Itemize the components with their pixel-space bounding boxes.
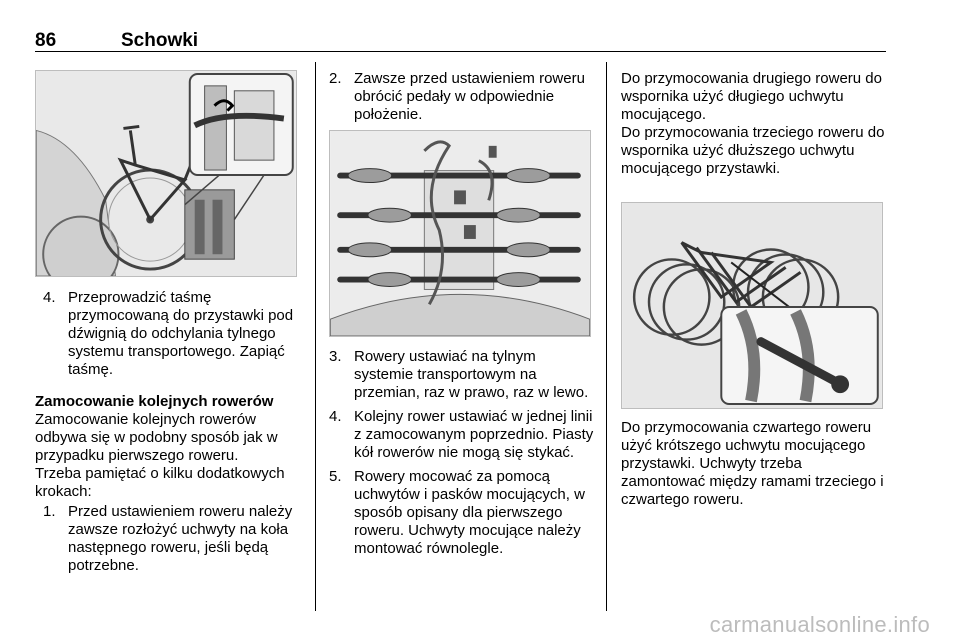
page-title: Schowki: [121, 30, 199, 51]
list-text: Rowery ustawiać na tylnym systemie transportowym na przemian, raz w prawo, raz w lewo.: [354, 348, 589, 401]
list-number: 3.: [329, 348, 342, 365]
multiple-bikes-illustration: [622, 203, 882, 408]
column-divider-1: [315, 62, 316, 611]
paragraph: Zamocowanie kolejnych rowerów odbywa się w podobny sposób jak w przypadku pierwszego roweru.: [35, 411, 278, 464]
paragraph: Do przymocowania czwartego roweru użyć krótszego uchwytu mocującego przystawki. Uchwyty trzeba zamontować między ramami trzeciego i czwartego roweru.: [621, 419, 884, 508]
list-text: Przed ustawieniem roweru należy zawsze rozłożyć uchwyty na koła następnego roweru, jeśli będą potrzebne.: [68, 503, 293, 574]
list-item: [329, 348, 594, 402]
figure-multiple-bikes: [621, 202, 883, 409]
figure-bike-strap: [35, 70, 297, 277]
list-number: 4.: [43, 289, 56, 306]
paragraph: Do przymocowania drugiego roweru do wspornika użyć długiego uchwytu mocującego.: [621, 70, 882, 123]
column-3-top-text: [621, 70, 886, 178]
list-item: [43, 503, 305, 575]
paragraph: Do przymocowania trzeciego roweru do wspornika użyć dłuższego uchwytu mocującego przystawki.: [621, 124, 885, 177]
watermark: carmanualsonline.info: [709, 612, 930, 637]
page-number: 86: [35, 30, 57, 51]
list-text: Kolejny rower ustawiać w jednej linii z zamocowanym poprzednio. Piasty kół rowerów nie mogą się stykać.: [354, 408, 594, 461]
list-text: Zawsze przed ustawieniem roweru obrócić pedały w odpowiednie położenie.: [354, 70, 585, 123]
list-item: [329, 408, 594, 462]
list-number: 1.: [43, 503, 56, 520]
list-item: [329, 70, 594, 124]
list-number: 4.: [329, 408, 342, 425]
list-text: Przeprowadzić taśmę przymocowaną do przystawki pod dźwignią do odchylania tylnego systemu transportowego. Zapiąć taśmę.: [68, 289, 294, 378]
list-item: [43, 289, 305, 379]
figure-carrier-top-view: [329, 130, 591, 337]
section-subheading: Zamocowanie kolejnych rowerów: [35, 393, 274, 410]
bike-strap-illustration: [36, 71, 296, 276]
header-rule: [35, 51, 886, 52]
column-2-top-text: [329, 70, 594, 124]
column-divider-2: [606, 62, 607, 611]
carrier-top-view-illustration: [330, 131, 590, 336]
list-number: 2.: [329, 70, 342, 87]
paragraph: Trzeba pamiętać o kilku dodatkowych krokach:: [35, 465, 285, 500]
page-header: [35, 30, 886, 52]
column-1-text: [35, 289, 305, 575]
list-text: Rowery mocować za pomocą uchwytów i pasków mocujących, w sposób opisany dla pierwszego roweru. Uchwyty mocujące należy montować równolegle.: [354, 468, 585, 557]
column-2-bottom-text: [329, 348, 594, 558]
list-item: [329, 468, 594, 558]
column-3-bottom-text: [621, 419, 886, 509]
list-number: 5.: [329, 468, 342, 485]
